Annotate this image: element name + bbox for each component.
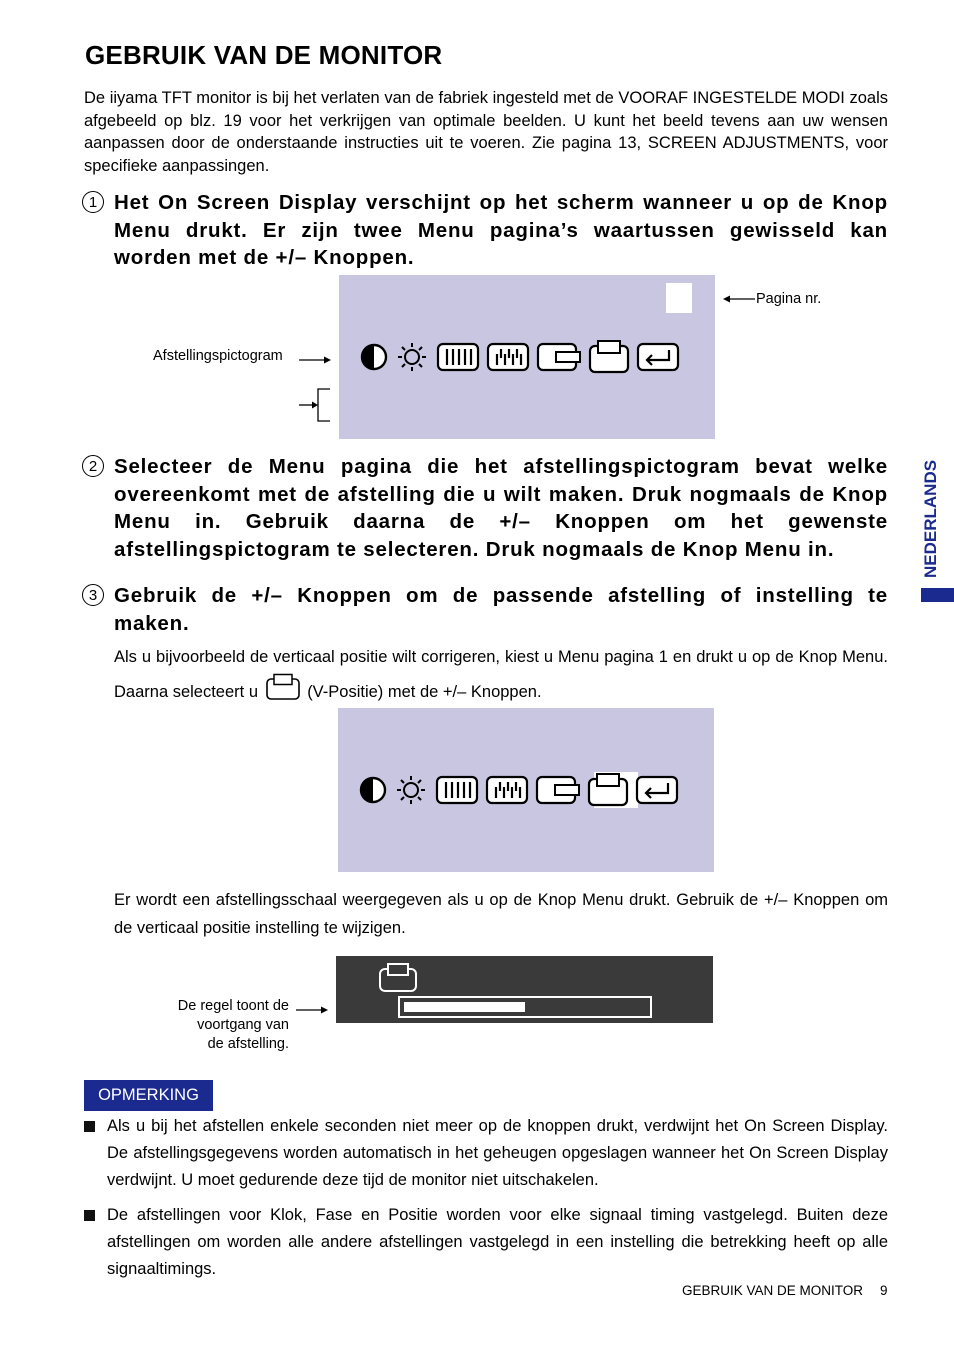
- note-item: [84, 1202, 888, 1283]
- clock-icon: [435, 775, 479, 805]
- step-3: [82, 582, 888, 637]
- progress-caption-line: de afstelling.: [207, 1036, 289, 1052]
- page-number-label: Pagina nr.: [756, 291, 822, 307]
- progress-caption-arrow: [296, 1002, 328, 1020]
- step-text: Selecteer de Menu pagina die het afstellingspictogram bevat welke overeenkomt met de afstelling die u wilt maken. Druk nogmaals de Knop Menu in. Gebruik daarna de +/– Knoppen om het gewenste afstellingspictogram te selecteren. Druk nogmaals de Knop Menu in.: [114, 455, 888, 561]
- note-header: OPMERKING: [84, 1080, 213, 1111]
- contrast-icon: [357, 774, 389, 806]
- h-position-icon: [536, 342, 582, 372]
- v-position-icon: [588, 340, 630, 374]
- step-3-detail-before: Als u bijvoorbeeld de verticaal positie wilt corrigeren, kiest u Menu pagina 1 en drukt u op de Knop Menu. Daarna selecteert u: [114, 648, 888, 701]
- progress-caption-line: voortgang van: [197, 1017, 289, 1033]
- footer-section: GEBRUIK VAN DE MONITOR: [682, 1283, 864, 1298]
- osd-icon-row-2: [357, 773, 679, 807]
- step-text: Het On Screen Display verschijnt op het scherm wanneer u op de Knop Menu drukt. Er zijn twee Menu pagina’s waartussen gewisseld kan worden met de +/– Knoppen.: [114, 191, 888, 269]
- step-3-detail-after: (V-Positie) met de +/– Knoppen.: [307, 682, 542, 701]
- language-side-tab: [921, 588, 954, 602]
- step-3-detail: [114, 641, 888, 712]
- step-2: [82, 453, 888, 563]
- return-icon: [636, 342, 680, 372]
- adjustment-progress-bar: [398, 996, 652, 1018]
- note-text: De afstellingen voor Klok, Fase en Positie worden voor elke signaal timing vastgelegd. Buiten deze afstellingen om worden alle andere afstellingen vastgelegd in een instelling die betrekking heeft op alle signaaltimings.: [107, 1206, 888, 1278]
- progress-caption: [160, 997, 289, 1054]
- contrast-icon: [358, 341, 390, 373]
- language-side-text: NEDERLANDS: [921, 459, 940, 578]
- page-number-arrow: [723, 298, 755, 300]
- note-item: [84, 1113, 888, 1194]
- page-number-box: [666, 283, 692, 313]
- v-position-inline-icon: [265, 673, 301, 712]
- step-number: 2: [82, 455, 104, 477]
- adjustment-icon-arrow: [299, 352, 331, 370]
- clock-icon: [436, 342, 480, 372]
- step-text: Gebruik de +/– Knoppen om de passende afstelling of instelling te maken.: [114, 584, 888, 635]
- progress-caption-line: De regel toont de: [177, 998, 289, 1014]
- step-number: 3: [82, 584, 104, 606]
- step-number: 1: [82, 191, 104, 213]
- intro-paragraph: De iiyama TFT monitor is bij het verlaten van de fabriek ingesteld met de VOORAF INGESTELDE MODI zoals afgebeeld op blz. 19 voor het verkrijgen van optimale beelden. U kunt het beeld tevens aan uw wensen aanpassen door de onderstaande instructies uit te voeren. Zie pagina 13, SCREEN ADJUSTMENTS, voor specifieke aanpassingen.: [84, 89, 888, 175]
- language-side-label: [918, 445, 942, 580]
- brightness-icon: [395, 774, 427, 806]
- step-1: [82, 189, 888, 272]
- v-position-icon-selected: [587, 773, 629, 807]
- adjust-scale-paragraph: Er wordt een afstellingsschaal weergegeven als u op de Knop Menu drukt. Gebruik de +/– Knoppen om de verticaal positie instelling te wijzigen.: [114, 891, 888, 937]
- return-icon: [635, 775, 679, 805]
- note-text: Als u bij het afstellen enkele seconden niet meer op de knoppen drukt, verdwijnt het On Screen Display. De afstellingsgegevens worden automatisch in het geheugen opgeslagen wanneer het On Screen Display verdwijnt. U moet gedurende deze tijd de monitor niet uitschakelen.: [107, 1117, 888, 1189]
- osd-icon-row-1: [358, 340, 680, 374]
- v-position-icon: [378, 963, 418, 998]
- brightness-icon: [396, 341, 428, 373]
- phase-icon: [486, 342, 530, 372]
- phase-icon: [485, 775, 529, 805]
- h-position-icon: [535, 775, 581, 805]
- bullet-square-icon: [84, 1210, 95, 1221]
- adjustment-icon-label: Afstellingspictogram: [153, 348, 283, 364]
- page-title: GEBRUIK VAN DE MONITOR: [85, 40, 443, 70]
- adjustment-progress-fill: [404, 1002, 525, 1012]
- selection-bracket-icon: [299, 388, 333, 427]
- bullet-square-icon: [84, 1121, 95, 1132]
- footer-page-number: 9: [880, 1283, 888, 1298]
- osd-adjust-bar-figure: [336, 956, 713, 1023]
